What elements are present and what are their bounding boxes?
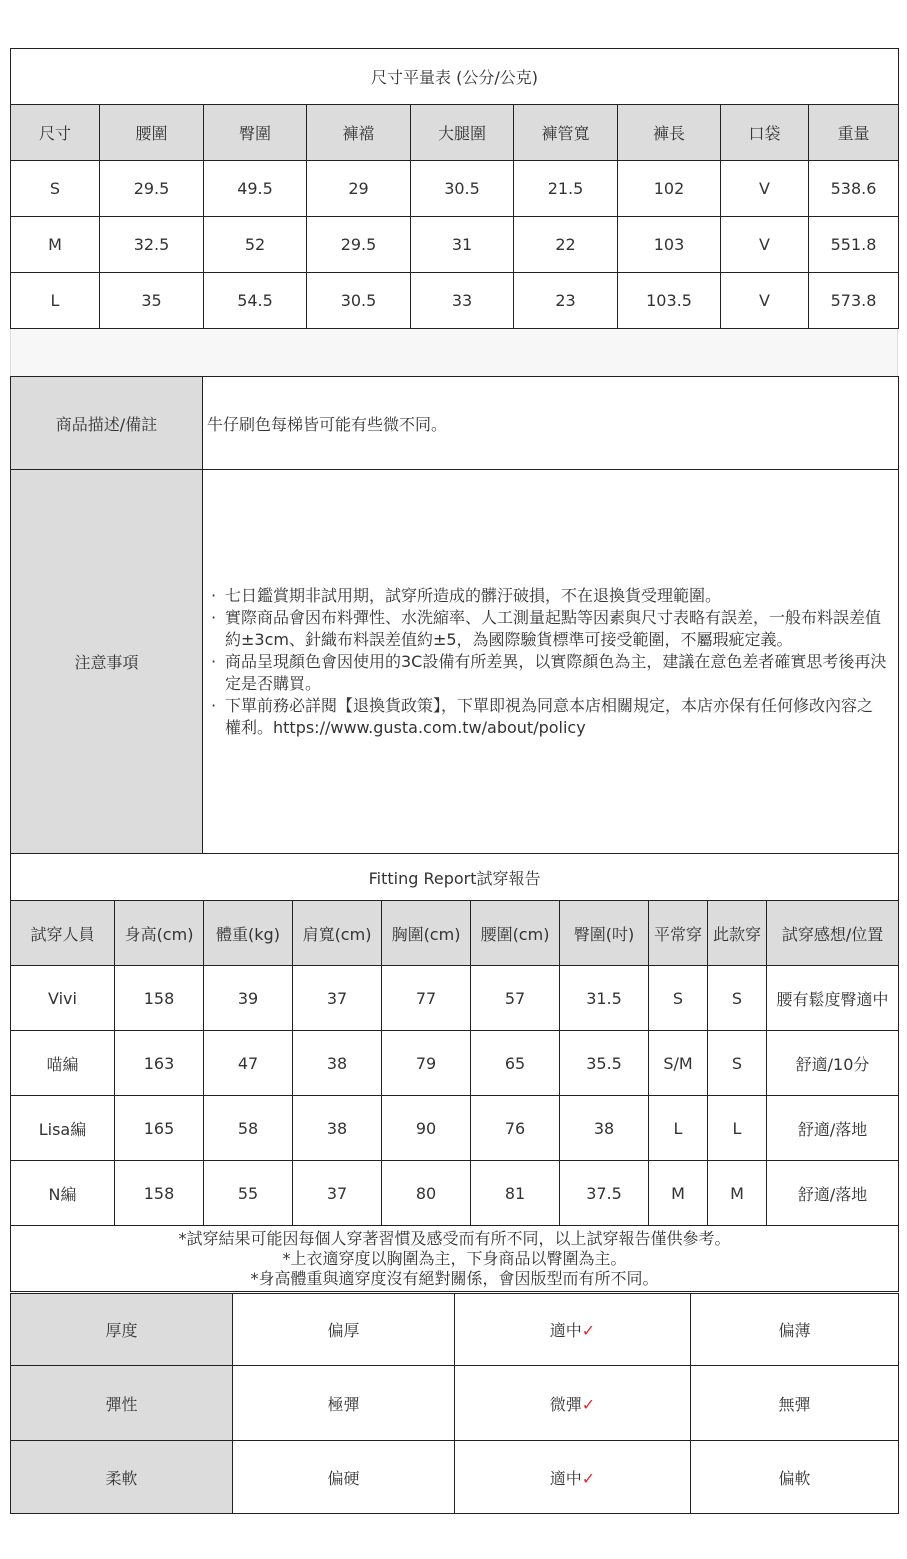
size-header-thigh: 大腿圍 <box>411 105 514 161</box>
fit-cell: N編 <box>11 1161 115 1226</box>
fit-cell: S/M <box>649 1031 708 1096</box>
size-cell: 33 <box>411 273 514 329</box>
fit-cell: 90 <box>382 1096 471 1161</box>
size-cell: 30.5 <box>307 273 411 329</box>
property-option-selected <box>455 1441 691 1514</box>
size-cell: 54.5 <box>204 273 307 329</box>
description-text: 牛仔刷色每梯皆可能有些微不同。 <box>207 414 448 434</box>
fit-header-hip: 臀圍(吋) <box>560 901 649 966</box>
size-row <box>11 161 899 217</box>
fit-header-waist: 腰圍(cm) <box>471 901 560 966</box>
fit-cell: 35.5 <box>560 1031 649 1096</box>
size-cell: 573.8 <box>809 273 899 329</box>
fit-cell: 37.5 <box>560 1161 649 1226</box>
size-header-weight: 重量 <box>809 105 899 161</box>
footnote: *上衣適穿度以胸圍為主，下身商品以臀圍為主。 <box>282 1248 627 1268</box>
fit-cell: 腰有鬆度臀適中 <box>767 966 899 1031</box>
fit-row <box>11 1031 899 1096</box>
fitting-report-table <box>10 853 899 1292</box>
size-cell: M <box>11 217 100 273</box>
fit-header-usual-size: 平常穿 <box>649 901 708 966</box>
fit-cell: 38 <box>293 1096 382 1161</box>
fitting-report-title: Fitting Report試穿報告 <box>11 854 899 901</box>
size-cell: V <box>721 217 809 273</box>
size-cell: 35 <box>100 273 204 329</box>
size-cell: S <box>11 161 100 217</box>
fit-cell: 37 <box>293 1161 382 1226</box>
check-icon: ✓ <box>581 1394 596 1414</box>
size-cell: 30.5 <box>411 161 514 217</box>
fit-header-height: 身高(cm) <box>115 901 204 966</box>
property-row-thickness <box>11 1294 899 1366</box>
size-header-waist: 腰圍 <box>100 105 204 161</box>
property-row-elasticity <box>11 1366 899 1441</box>
size-chart-table <box>10 48 899 329</box>
note-item: · 實際商品會因布料彈性、水洗縮率、人工測量起點等因素與尺寸表略有誤差，一般布料誤差值約±3cm、針織布料誤差值約±5，為國際驗貨標準可接受範圍，不屬瑕疵定義。 <box>225 607 888 651</box>
size-cell: 31 <box>411 217 514 273</box>
size-cell: 538.6 <box>809 161 899 217</box>
fit-cell: 38 <box>560 1096 649 1161</box>
fit-cell: Vivi <box>11 966 115 1031</box>
fit-cell: L <box>649 1096 708 1161</box>
option-label: 適中 <box>549 1321 582 1340</box>
property-option <box>691 1366 899 1441</box>
property-option <box>233 1441 455 1514</box>
size-cell: 551.8 <box>809 217 899 273</box>
fit-cell: L <box>708 1096 767 1161</box>
fit-cell: 76 <box>471 1096 560 1161</box>
fit-cell: 77 <box>382 966 471 1031</box>
size-cell: 29.5 <box>307 217 411 273</box>
fit-cell: S <box>708 1031 767 1096</box>
fit-cell: 163 <box>115 1031 204 1096</box>
option-label: 偏薄 <box>778 1321 811 1340</box>
fit-cell: S <box>649 966 708 1031</box>
property-row-softness <box>11 1441 899 1514</box>
size-cell: 49.5 <box>204 161 307 217</box>
fit-cell: 158 <box>115 966 204 1031</box>
option-label: 極彈 <box>327 1394 360 1414</box>
size-cell: 52 <box>204 217 307 273</box>
notes-list <box>203 585 898 739</box>
property-option-selected <box>455 1294 691 1366</box>
fit-cell: 39 <box>204 966 293 1031</box>
size-header-length: 褲長 <box>618 105 721 161</box>
size-cell: 29.5 <box>100 161 204 217</box>
fabric-properties-table <box>10 1293 899 1514</box>
property-label: 厚度 <box>11 1294 233 1366</box>
size-row <box>11 273 899 329</box>
size-cell: L <box>11 273 100 329</box>
fit-cell: M <box>649 1161 708 1226</box>
fit-cell: 舒適/落地 <box>767 1161 899 1226</box>
description-cell <box>203 377 899 470</box>
property-option <box>691 1294 899 1366</box>
fit-cell: 80 <box>382 1161 471 1226</box>
option-label: 適中 <box>549 1468 582 1488</box>
description-label: 商品描述/備註 <box>11 377 203 470</box>
fit-header-shoulder: 肩寬(cm) <box>293 901 382 966</box>
fit-row <box>11 1096 899 1161</box>
property-option <box>691 1441 899 1514</box>
fit-cell: 37 <box>293 966 382 1031</box>
notes-label: 注意事項 <box>11 470 203 854</box>
option-label: 偏厚 <box>327 1321 360 1340</box>
section-divider <box>10 329 898 377</box>
size-cell: 21.5 <box>514 161 618 217</box>
fitting-footnotes <box>11 1226 899 1292</box>
fit-cell: 舒適/10分 <box>767 1031 899 1096</box>
footnote: *試穿結果可能因每個人穿著習慣及感受而有所不同，以上試穿報告僅供參考。 <box>178 1228 731 1248</box>
fit-header-chest: 胸圍(cm) <box>382 901 471 966</box>
size-chart-title: 尺寸平量表 (公分/公克) <box>11 49 899 105</box>
option-label: 無彈 <box>778 1394 811 1414</box>
property-label: 柔軟 <box>11 1441 233 1514</box>
fit-cell: 79 <box>382 1031 471 1096</box>
notes-cell <box>203 470 899 854</box>
footnote: *身高體重與適穿度沒有絕對關係，會因版型而有所不同。 <box>250 1268 659 1288</box>
fit-cell: 65 <box>471 1031 560 1096</box>
size-cell: 23 <box>514 273 618 329</box>
check-icon: ✓ <box>581 1321 596 1340</box>
size-header-leg-opening: 褲管寬 <box>514 105 618 161</box>
property-option-selected <box>455 1366 691 1441</box>
fit-cell: 喵編 <box>11 1031 115 1096</box>
fit-cell: 31.5 <box>560 966 649 1031</box>
fit-cell: 158 <box>115 1161 204 1226</box>
fit-cell: Lisa編 <box>11 1096 115 1161</box>
size-cell: V <box>721 161 809 217</box>
fit-cell: M <box>708 1161 767 1226</box>
fit-header-feedback: 試穿感想/位置 <box>767 901 899 966</box>
fit-cell: 47 <box>204 1031 293 1096</box>
size-cell: V <box>721 273 809 329</box>
size-header-hip: 臀圍 <box>204 105 307 161</box>
size-cell: 102 <box>618 161 721 217</box>
note-item: · 七日鑑賞期非試用期，試穿所造成的髒汙破損，不在退換貨受理範圍。 <box>225 585 888 607</box>
size-cell: 32.5 <box>100 217 204 273</box>
fit-cell: S <box>708 966 767 1031</box>
property-label: 彈性 <box>11 1366 233 1441</box>
option-label: 偏硬 <box>327 1468 360 1488</box>
size-row <box>11 217 899 273</box>
fit-cell: 舒適/落地 <box>767 1096 899 1161</box>
property-option <box>233 1366 455 1441</box>
fit-cell: 58 <box>204 1096 293 1161</box>
fit-cell: 38 <box>293 1031 382 1096</box>
option-label: 微彈 <box>549 1394 582 1414</box>
fit-header-weight: 體重(kg) <box>204 901 293 966</box>
fit-row <box>11 1161 899 1226</box>
note-item: · 下單前務必詳閱【退換貨政策】，下單即視為同意本店相關規定，本店亦保有任何修改內容之權利。https://www.gusta.com.tw/about/policy <box>225 695 888 739</box>
product-info-table <box>10 376 899 854</box>
fit-row <box>11 966 899 1031</box>
fit-cell: 57 <box>471 966 560 1031</box>
size-header-rise: 褲襠 <box>307 105 411 161</box>
size-cell: 103 <box>618 217 721 273</box>
size-header-pocket: 口袋 <box>721 105 809 161</box>
fit-cell: 165 <box>115 1096 204 1161</box>
size-cell: 103.5 <box>618 273 721 329</box>
fit-header-this-size: 此款穿 <box>708 901 767 966</box>
check-icon: ✓ <box>581 1468 596 1488</box>
size-cell: 22 <box>514 217 618 273</box>
fit-header-tester: 試穿人員 <box>11 901 115 966</box>
fit-cell: 81 <box>471 1161 560 1226</box>
note-item: · 商品呈現顏色會因使用的3C設備有所差異，以實際顏色為主，建議在意色差者確實思考後再決定是否購買。 <box>225 651 888 695</box>
option-label: 偏軟 <box>778 1468 811 1488</box>
property-option <box>233 1294 455 1366</box>
size-cell: 29 <box>307 161 411 217</box>
size-header-size: 尺寸 <box>11 105 100 161</box>
fit-cell: 55 <box>204 1161 293 1226</box>
